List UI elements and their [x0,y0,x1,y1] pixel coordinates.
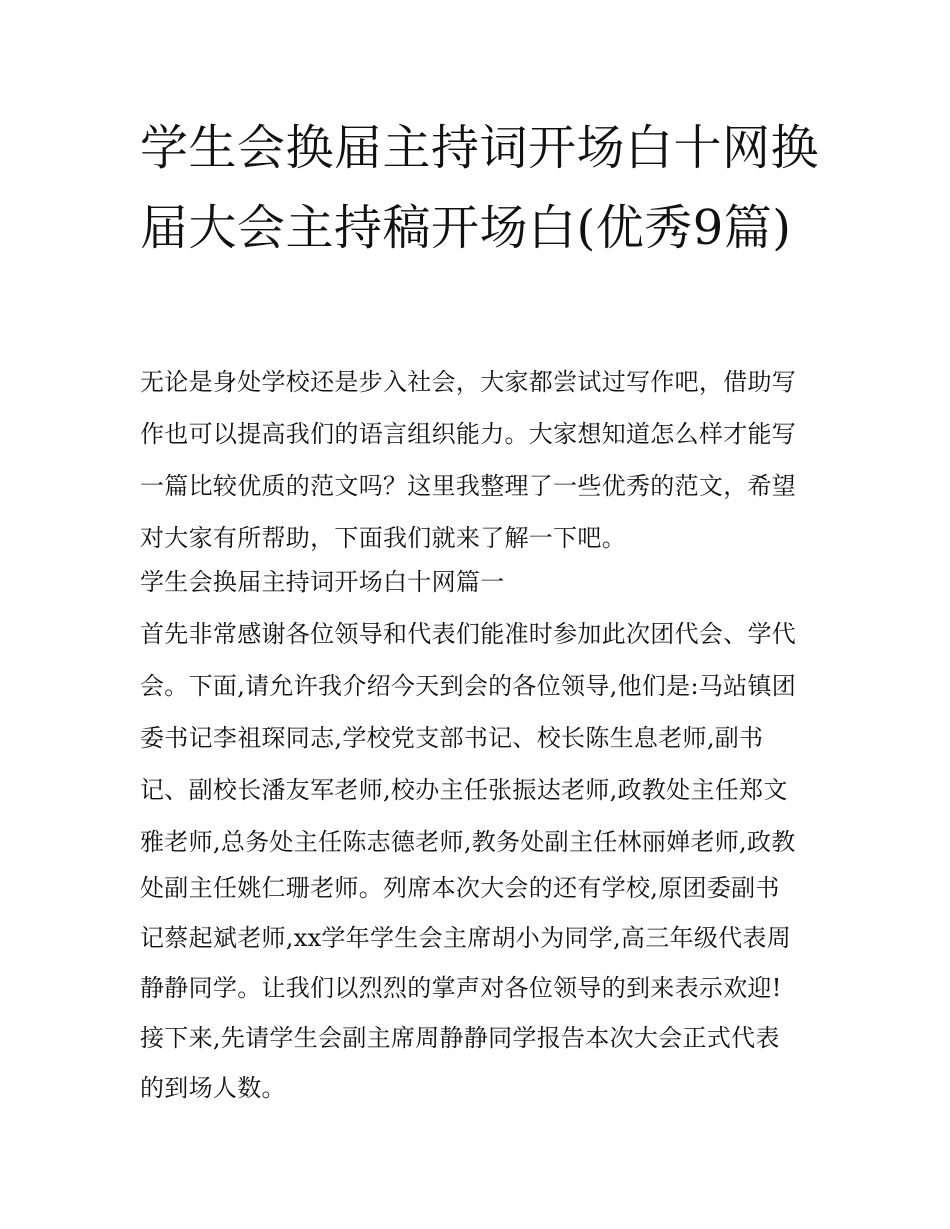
section-heading: 学生会换届主持词开场白十网篇一 [140,568,505,596]
body-line-5: 雅老师,总务处主任陈志德老师,教务处副主任林丽婵老师,政教 [140,828,796,856]
body-line-7: 记蔡起斌老师,xx学年学生会主席胡小为同学,高三年级代表周 [140,924,792,952]
body-line-9: 接下来,先请学生会副主席周静静同学报告本次大会正式代表 [140,1024,780,1052]
intro-line-1: 无论是身处学校还是步入社会，大家都尝试过写作吧，借助写 [140,368,797,396]
body-line-6: 处副主任姚仁珊老师。列席本次大会的还有学校,原团委副书 [140,874,780,902]
body-line-3: 委书记李祖琛同志,学校党支部书记、校长陈生息老师,副书 [140,724,764,752]
body-line-10: 的到场人数。 [140,1074,286,1102]
body-line-1: 首先非常感谢各位领导和代表们能准时参加此次团代会、学代 [140,620,797,648]
document-title: 学生会换届主持词开场白十网换届大会主持稿开场白(优秀9篇) [140,120,820,256]
intro-line-4: 对大家有所帮助，下面我们就来了解一下吧。 [140,524,626,552]
body-line-8: 静静同学。让我们以烈烈的掌声对各位领导的到来表示欢迎! [140,974,782,1002]
intro-line-3: 一篇比较优质的范文吗？这里我整理了一些优秀的范文，希望 [140,472,797,500]
body-line-4: 记、副校长潘友军老师,校办主任张振达老师,政教处主任郑文 [140,776,788,804]
body-line-2: 会。下面,请允许我介绍今天到会的各位领导,他们是:马站镇团 [140,672,797,700]
intro-line-2: 作也可以提高我们的语言组织能力。大家想知道怎么样才能写 [140,420,797,448]
